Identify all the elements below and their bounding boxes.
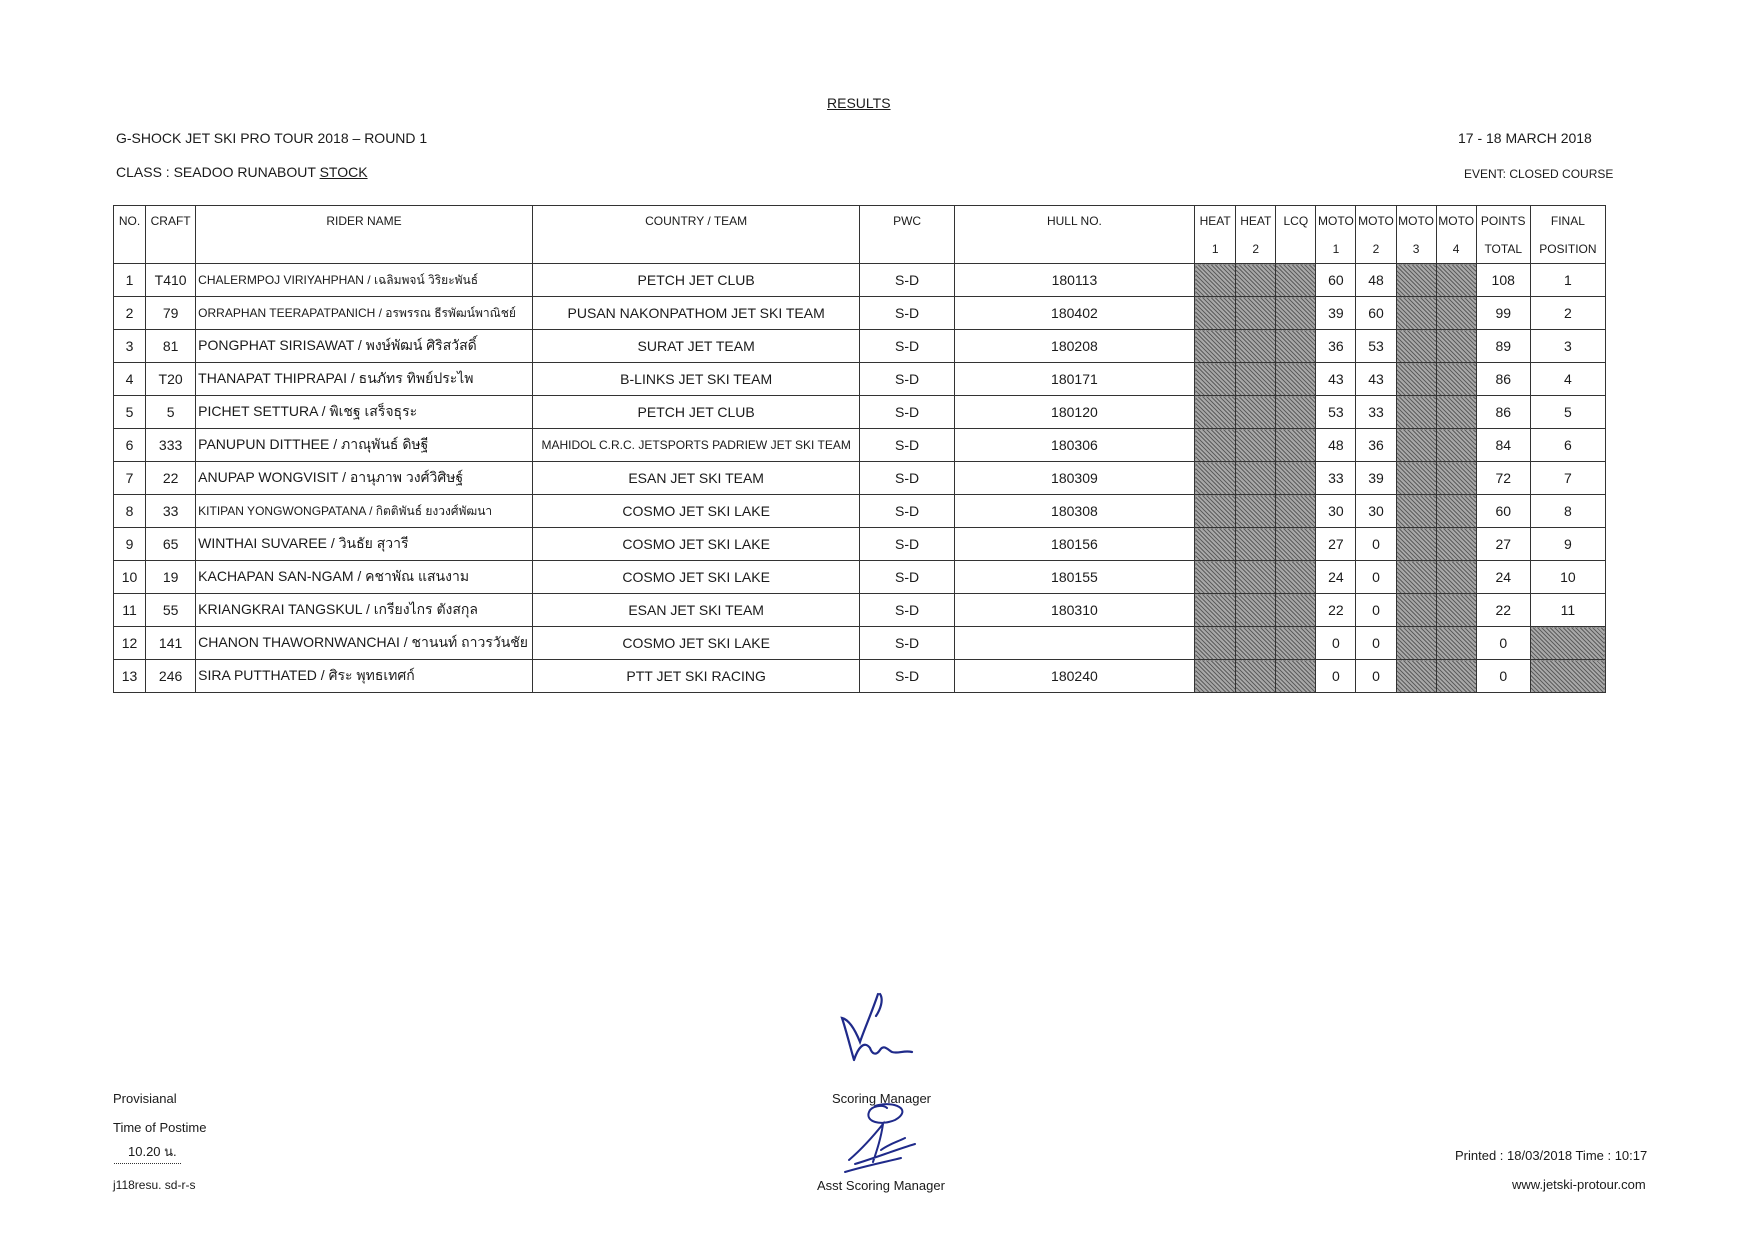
row-lcq (1276, 396, 1316, 429)
row-heat-1 (1195, 297, 1236, 330)
row-moto-1: 39 (1316, 297, 1356, 330)
row-lcq (1276, 462, 1316, 495)
row-final-position: 4 (1530, 363, 1605, 396)
row-final-position: 7 (1530, 462, 1605, 495)
row-team: PUSAN NAKONPATHOM JET SKI TEAM (532, 297, 860, 330)
row-pwc: S-D (860, 594, 954, 627)
row-final-position: 8 (1530, 495, 1605, 528)
row-rider: KRIANGKRAI TANGSKUL / เกรียงไกร ตังสกุล (196, 594, 533, 627)
website-link[interactable]: www.jetski-protour.com (1512, 1177, 1646, 1192)
time-of-posting-label: Time of Postime (113, 1120, 207, 1135)
row-team: ESAN JET SKI TEAM (532, 462, 860, 495)
row-moto-4 (1436, 462, 1476, 495)
row-heat-2 (1236, 330, 1276, 363)
row-craft: 5 (146, 396, 196, 429)
row-hull: 180171 (954, 363, 1194, 396)
asst-scoring-manager-signature (835, 1100, 925, 1175)
row-points-total: 89 (1476, 330, 1530, 363)
col-rider: RIDER NAME (196, 206, 533, 236)
row-points-total: 72 (1476, 462, 1530, 495)
row-moto-2: 43 (1356, 363, 1396, 396)
row-points-total: 86 (1476, 396, 1530, 429)
row-hull: 180306 (954, 429, 1194, 462)
row-rider: PONGPHAT SIRISAWAT / พงษ์พัฒน์ ศิริสวัสดิ์ (196, 330, 533, 363)
row-heat-2 (1236, 462, 1276, 495)
row-final-position: 10 (1530, 561, 1605, 594)
row-no: 1 (114, 264, 146, 297)
row-no: 2 (114, 297, 146, 330)
row-hull: 180113 (954, 264, 1194, 297)
table-row (114, 462, 1606, 495)
col-moto-3-num: 3 (1396, 235, 1436, 264)
row-rider: KITIPAN YONGWONGPATANA / กิตติพันธ์ ยงวงศ์พัฒนา (196, 495, 533, 528)
row-hull: 180155 (954, 561, 1194, 594)
table-row (114, 396, 1606, 429)
row-moto-3 (1396, 561, 1436, 594)
col-points: POINTS (1476, 206, 1530, 236)
document-code: j118resu. sd-r-s (113, 1178, 196, 1192)
row-moto-4 (1436, 495, 1476, 528)
asst-scoring-manager-label: Asst Scoring Manager (817, 1178, 945, 1193)
row-moto-3 (1396, 297, 1436, 330)
table-row (114, 429, 1606, 462)
table-row (114, 627, 1606, 660)
col-hull: HULL NO. (954, 206, 1194, 236)
row-no: 3 (114, 330, 146, 363)
row-moto-4 (1436, 594, 1476, 627)
row-pwc: S-D (860, 330, 954, 363)
row-moto-4 (1436, 561, 1476, 594)
col-moto-2-num: 2 (1356, 235, 1396, 264)
row-final-position (1530, 627, 1605, 660)
row-pwc: S-D (860, 627, 954, 660)
table-row (114, 594, 1606, 627)
row-team: COSMO JET SKI LAKE (532, 495, 860, 528)
row-heat-2 (1236, 363, 1276, 396)
row-moto-3 (1396, 363, 1436, 396)
row-no: 8 (114, 495, 146, 528)
col-moto-4-num: 4 (1436, 235, 1476, 264)
row-heat-1 (1195, 396, 1236, 429)
scoring-manager-label: Scoring Manager (832, 1091, 931, 1106)
row-moto-2: 0 (1356, 594, 1396, 627)
row-moto-1: 36 (1316, 330, 1356, 363)
row-moto-2: 48 (1356, 264, 1396, 297)
row-heat-2 (1236, 264, 1276, 297)
col-no-sub (114, 235, 146, 264)
col-no: NO. (114, 206, 146, 236)
table-row (114, 561, 1606, 594)
row-heat-2 (1236, 396, 1276, 429)
row-pwc: S-D (860, 561, 954, 594)
row-heat-2 (1236, 627, 1276, 660)
row-heat-1 (1195, 627, 1236, 660)
row-heat-2 (1236, 297, 1276, 330)
row-points-total: 108 (1476, 264, 1530, 297)
row-no: 6 (114, 429, 146, 462)
row-final-position: 2 (1530, 297, 1605, 330)
row-craft: T410 (146, 264, 196, 297)
row-points-total: 60 (1476, 495, 1530, 528)
col-craft: CRAFT (146, 206, 196, 236)
table-row (114, 528, 1606, 561)
row-moto-2: 0 (1356, 627, 1396, 660)
col-moto-1: MOTO (1316, 206, 1356, 236)
row-rider: SIRA PUTTHATED / ศิระ พุทธเทศก์ (196, 660, 533, 693)
row-heat-1 (1195, 495, 1236, 528)
event-type: EVENT: CLOSED COURSE (1464, 167, 1614, 181)
row-moto-3 (1396, 495, 1436, 528)
row-team: ESAN JET SKI TEAM (532, 594, 860, 627)
row-final-position: 9 (1530, 528, 1605, 561)
row-moto-1: 27 (1316, 528, 1356, 561)
row-points-total: 84 (1476, 429, 1530, 462)
row-team: PETCH JET CLUB (532, 264, 860, 297)
row-points-total: 0 (1476, 660, 1530, 693)
row-rider: WINTHAI SUVAREE / วินธัย สุวารี (196, 528, 533, 561)
row-heat-2 (1236, 561, 1276, 594)
row-craft: 81 (146, 330, 196, 363)
row-team: COSMO JET SKI LAKE (532, 528, 860, 561)
row-moto-2: 39 (1356, 462, 1396, 495)
row-no: 9 (114, 528, 146, 561)
row-lcq (1276, 264, 1316, 297)
row-team: SURAT JET TEAM (532, 330, 860, 363)
row-moto-3 (1396, 660, 1436, 693)
col-moto-4: MOTO (1436, 206, 1476, 236)
row-pwc: S-D (860, 264, 954, 297)
row-rider: PANUPUN DITTHEE / ภาณุพันธ์ ดิษฐี (196, 429, 533, 462)
row-moto-1: 53 (1316, 396, 1356, 429)
page-title: RESULTS (827, 95, 891, 111)
row-moto-2: 0 (1356, 561, 1396, 594)
row-craft: 79 (146, 297, 196, 330)
row-craft: 246 (146, 660, 196, 693)
row-heat-2 (1236, 660, 1276, 693)
row-hull: 180308 (954, 495, 1194, 528)
row-heat-2 (1236, 429, 1276, 462)
time-of-posting-value: 10.20 น. (114, 1141, 181, 1164)
row-craft: T20 (146, 363, 196, 396)
row-moto-1: 48 (1316, 429, 1356, 462)
row-points-total: 27 (1476, 528, 1530, 561)
row-lcq (1276, 660, 1316, 693)
row-team: B-LINKS JET SKI TEAM (532, 363, 860, 396)
col-hull-sub (954, 235, 1194, 264)
table-row (114, 330, 1606, 363)
row-hull: 180120 (954, 396, 1194, 429)
col-heat-1: HEAT (1195, 206, 1236, 236)
row-hull: 180402 (954, 297, 1194, 330)
col-pwc-sub (860, 235, 954, 264)
row-no: 13 (114, 660, 146, 693)
col-pwc: PWC (860, 206, 954, 236)
row-no: 4 (114, 363, 146, 396)
row-craft: 55 (146, 594, 196, 627)
col-rider-sub (196, 235, 533, 264)
row-moto-4 (1436, 396, 1476, 429)
col-moto-1-num: 1 (1316, 235, 1356, 264)
row-lcq (1276, 363, 1316, 396)
row-moto-3 (1396, 462, 1436, 495)
col-lcq: LCQ (1276, 206, 1316, 236)
row-lcq (1276, 561, 1316, 594)
table-row (114, 297, 1606, 330)
row-moto-3 (1396, 330, 1436, 363)
row-heat-1 (1195, 660, 1236, 693)
header-row (114, 206, 1606, 236)
row-pwc: S-D (860, 363, 954, 396)
row-moto-4 (1436, 363, 1476, 396)
row-craft: 22 (146, 462, 196, 495)
row-moto-4 (1436, 660, 1476, 693)
col-country-sub (532, 235, 860, 264)
row-pwc: S-D (860, 396, 954, 429)
row-heat-1 (1195, 561, 1236, 594)
row-moto-1: 0 (1316, 627, 1356, 660)
row-heat-1 (1195, 594, 1236, 627)
row-heat-1 (1195, 528, 1236, 561)
row-lcq (1276, 297, 1316, 330)
row-moto-4 (1436, 627, 1476, 660)
row-moto-4 (1436, 429, 1476, 462)
row-moto-3 (1396, 594, 1436, 627)
row-hull: 180310 (954, 594, 1194, 627)
row-points-total: 22 (1476, 594, 1530, 627)
row-points-total: 24 (1476, 561, 1530, 594)
row-moto-2: 0 (1356, 660, 1396, 693)
row-final-position: 6 (1530, 429, 1605, 462)
row-final-position: 11 (1530, 594, 1605, 627)
row-moto-1: 30 (1316, 495, 1356, 528)
col-lcq-sub (1276, 235, 1316, 264)
event-dates: 17 - 18 MARCH 2018 (1458, 130, 1592, 146)
row-moto-4 (1436, 264, 1476, 297)
row-moto-3 (1396, 627, 1436, 660)
row-craft: 141 (146, 627, 196, 660)
row-pwc: S-D (860, 462, 954, 495)
row-final-position: 5 (1530, 396, 1605, 429)
scoring-manager-signature (820, 990, 930, 1080)
row-moto-3 (1396, 396, 1436, 429)
table-row (114, 264, 1606, 297)
col-country-team: COUNTRY / TEAM (532, 206, 860, 236)
row-final-position: 3 (1530, 330, 1605, 363)
row-rider: ORRAPHAN TEERAPATPANICH / อรพรรณ ธีรพัฒน์พาณิชย์ (196, 297, 533, 330)
row-no: 10 (114, 561, 146, 594)
row-moto-1: 60 (1316, 264, 1356, 297)
row-heat-2 (1236, 495, 1276, 528)
row-moto-4 (1436, 297, 1476, 330)
col-heat-1-num: 1 (1195, 235, 1236, 264)
row-no: 12 (114, 627, 146, 660)
row-points-total: 99 (1476, 297, 1530, 330)
row-final-position: 1 (1530, 264, 1605, 297)
provisional-label: Provisianal (113, 1091, 177, 1106)
row-team: COSMO JET SKI LAKE (532, 561, 860, 594)
row-craft: 65 (146, 528, 196, 561)
row-team: COSMO JET SKI LAKE (532, 627, 860, 660)
row-rider: PICHET SETTURA / พิเชฐ เสร็จธุระ (196, 396, 533, 429)
class-prefix: CLASS : SEADOO RUNABOUT (116, 164, 320, 180)
row-lcq (1276, 495, 1316, 528)
row-moto-1: 24 (1316, 561, 1356, 594)
results-body (114, 264, 1606, 693)
row-heat-2 (1236, 594, 1276, 627)
row-moto-2: 36 (1356, 429, 1396, 462)
row-lcq (1276, 429, 1316, 462)
row-team: PTT JET SKI RACING (532, 660, 860, 693)
row-moto-3 (1396, 528, 1436, 561)
results-table (113, 205, 1606, 693)
col-points-total: TOTAL (1476, 235, 1530, 264)
row-points-total: 0 (1476, 627, 1530, 660)
row-moto-2: 0 (1356, 528, 1396, 561)
row-pwc: S-D (860, 660, 954, 693)
row-moto-1: 33 (1316, 462, 1356, 495)
col-heat-2: HEAT (1236, 206, 1276, 236)
row-lcq (1276, 528, 1316, 561)
row-pwc: S-D (860, 297, 954, 330)
row-hull: 180240 (954, 660, 1194, 693)
event-name: G-SHOCK JET SKI PRO TOUR 2018 – ROUND 1 (116, 130, 428, 146)
row-hull: 180156 (954, 528, 1194, 561)
row-moto-2: 33 (1356, 396, 1396, 429)
row-points-total: 86 (1476, 363, 1530, 396)
row-moto-4 (1436, 528, 1476, 561)
row-heat-1 (1195, 462, 1236, 495)
row-lcq (1276, 594, 1316, 627)
col-craft-sub (146, 235, 196, 264)
row-moto-3 (1396, 429, 1436, 462)
col-final: FINAL (1530, 206, 1605, 236)
row-rider: THANAPAT THIPRAPAI / ธนภัทร ทิพย์ประไพ (196, 363, 533, 396)
row-lcq (1276, 330, 1316, 363)
row-rider: CHALERMPOJ VIRIYAHPHAN / เฉลิมพจน์ วิริยะพันธ์ (196, 264, 533, 297)
row-no: 7 (114, 462, 146, 495)
row-pwc: S-D (860, 495, 954, 528)
row-moto-2: 30 (1356, 495, 1396, 528)
row-pwc: S-D (860, 429, 954, 462)
col-moto-2: MOTO (1356, 206, 1396, 236)
col-final-position: POSITION (1530, 235, 1605, 264)
row-rider: CHANON THAWORNWANCHAI / ชานนท์ ถาวรวันชัย (196, 627, 533, 660)
row-craft: 19 (146, 561, 196, 594)
row-heat-1 (1195, 264, 1236, 297)
row-no: 5 (114, 396, 146, 429)
row-pwc: S-D (860, 528, 954, 561)
row-heat-1 (1195, 363, 1236, 396)
row-lcq (1276, 627, 1316, 660)
row-moto-2: 60 (1356, 297, 1396, 330)
row-hull: 180208 (954, 330, 1194, 363)
row-hull (954, 627, 1194, 660)
row-moto-1: 22 (1316, 594, 1356, 627)
header-subrow (114, 235, 1606, 264)
class-label (116, 164, 368, 180)
col-moto-3: MOTO (1396, 206, 1436, 236)
row-heat-1 (1195, 330, 1236, 363)
row-craft: 33 (146, 495, 196, 528)
row-final-position (1530, 660, 1605, 693)
row-moto-1: 0 (1316, 660, 1356, 693)
printed-timestamp: Printed : 18/03/2018 Time : 10:17 (1455, 1148, 1648, 1163)
row-rider: ANUPAP WONGVISIT / อานุภาพ วงศ์วิศิษฐ์ (196, 462, 533, 495)
row-moto-2: 53 (1356, 330, 1396, 363)
row-moto-3 (1396, 264, 1436, 297)
table-row (114, 495, 1606, 528)
row-heat-1 (1195, 429, 1236, 462)
row-hull: 180309 (954, 462, 1194, 495)
col-heat-2-num: 2 (1236, 235, 1276, 264)
row-craft: 333 (146, 429, 196, 462)
table-row (114, 660, 1606, 693)
row-moto-1: 43 (1316, 363, 1356, 396)
row-team: MAHIDOL C.R.C. JETSPORTS PADRIEW JET SKI TEAM (532, 429, 860, 462)
row-rider: KACHAPAN SAN-NGAM / คชาพัณ แสนงาม (196, 561, 533, 594)
row-no: 11 (114, 594, 146, 627)
row-heat-2 (1236, 528, 1276, 561)
class-stock: STOCK (319, 164, 368, 180)
table-row (114, 363, 1606, 396)
row-team: PETCH JET CLUB (532, 396, 860, 429)
row-moto-4 (1436, 330, 1476, 363)
